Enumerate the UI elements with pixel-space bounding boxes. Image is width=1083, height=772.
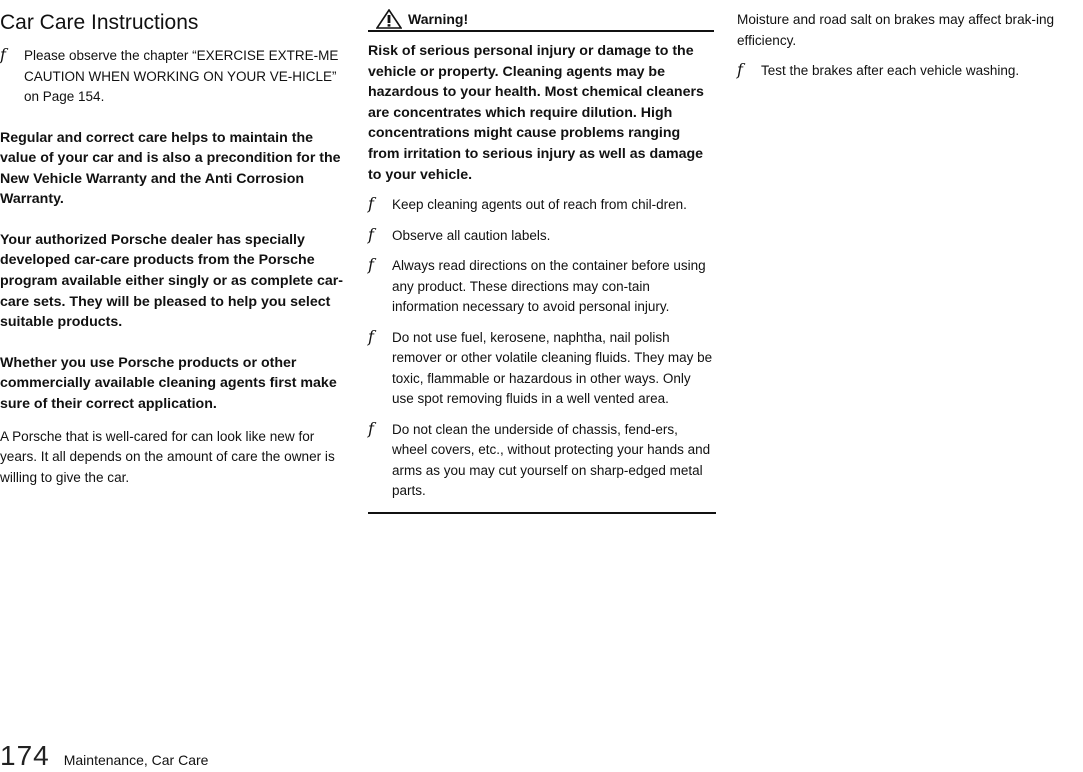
bullet-text: Always read directions on the container before using any product. These directions may con-tain information necessary to avoid personal injury. bbox=[392, 258, 706, 315]
bullet-text: Do not use fuel, kerosene, naphtha, nail polish remover or other volatile cleaning fluids. They may be toxic, flammable or hazardous in other ways. Only use spot removing fluids in a well vented area. bbox=[392, 329, 713, 407]
body-paragraph: A Porsche that is well-cared for can look like new for years. It all depends on the amount of care the owner is willing to give the car. bbox=[0, 428, 335, 485]
list-item bbox=[368, 256, 714, 318]
warning-divider bbox=[368, 502, 716, 514]
bullet-text: Keep cleaning agents out of reach from chil-dren. bbox=[392, 197, 687, 213]
bullet-marker: f bbox=[368, 255, 374, 275]
bold-paragraph: Regular and correct care helps to maintain the value of your car and is also a precondition for the New Vehicle Warranty and the Anti Corrosion Warranty. bbox=[0, 129, 341, 208]
column-right bbox=[737, 0, 1083, 82]
bullet-marker: f bbox=[368, 194, 374, 214]
page-number: 174 bbox=[0, 740, 50, 771]
bullet-marker: f bbox=[368, 326, 374, 346]
body-paragraph: Moisture and road salt on brakes may affect brak-ing efficiency. bbox=[737, 12, 1055, 48]
page-footer bbox=[0, 740, 208, 772]
list-item bbox=[368, 420, 714, 502]
warning-header bbox=[368, 8, 714, 32]
bullet-text: Test the brakes after each vehicle washing. bbox=[761, 63, 1020, 78]
column-left bbox=[0, 0, 346, 488]
warning-text: Risk of serious personal injury or damage to the vehicle or property. Cleaning agents may be hazardous to your health. Most chemical cleaners are concentrates which require dilution. High concentrations might cause problems ranging from irritation to serious injury as well as damage to your vehicle. bbox=[368, 43, 704, 183]
warning-box bbox=[368, 0, 714, 514]
list-item bbox=[368, 195, 714, 216]
bullet-text: Please observe the chapter “EXERCISE EXTRE-ME CAUTION WHEN WORKING ON YOUR VE-HICLE” on Page 154. bbox=[24, 48, 339, 104]
list-item bbox=[737, 61, 1083, 82]
warning-title: Warning! bbox=[408, 11, 469, 27]
bold-paragraph: Whether you use Porsche products or other commercially available cleaning agents first make sure of their correct application. bbox=[0, 354, 337, 413]
bullet-marker: f bbox=[368, 224, 374, 244]
bold-paragraph: Your authorized Porsche dealer has specially developed car-care products from the Porsche program available either singly or as complete car-care sets. They will be pleased to help you select suitable products. bbox=[0, 231, 343, 331]
section-title: Maintenance, Car Care bbox=[63, 752, 209, 768]
bullet-marker: f bbox=[0, 45, 6, 64]
page-title: Car Care Instructions bbox=[0, 11, 199, 34]
list-item bbox=[0, 46, 346, 108]
bullet-text: Observe all caution labels. bbox=[392, 227, 551, 243]
warning-triangle-icon bbox=[376, 9, 402, 29]
bullet-marker: f bbox=[737, 60, 743, 79]
list-item bbox=[368, 328, 714, 410]
bullet-text: Do not clean the underside of chassis, fend-ers, wheel covers, etc., without protecting your hands and arms as you may cut yourself on sharp-edged metal parts. bbox=[392, 421, 711, 499]
list-item bbox=[368, 226, 714, 247]
bullet-marker: f bbox=[368, 418, 374, 438]
